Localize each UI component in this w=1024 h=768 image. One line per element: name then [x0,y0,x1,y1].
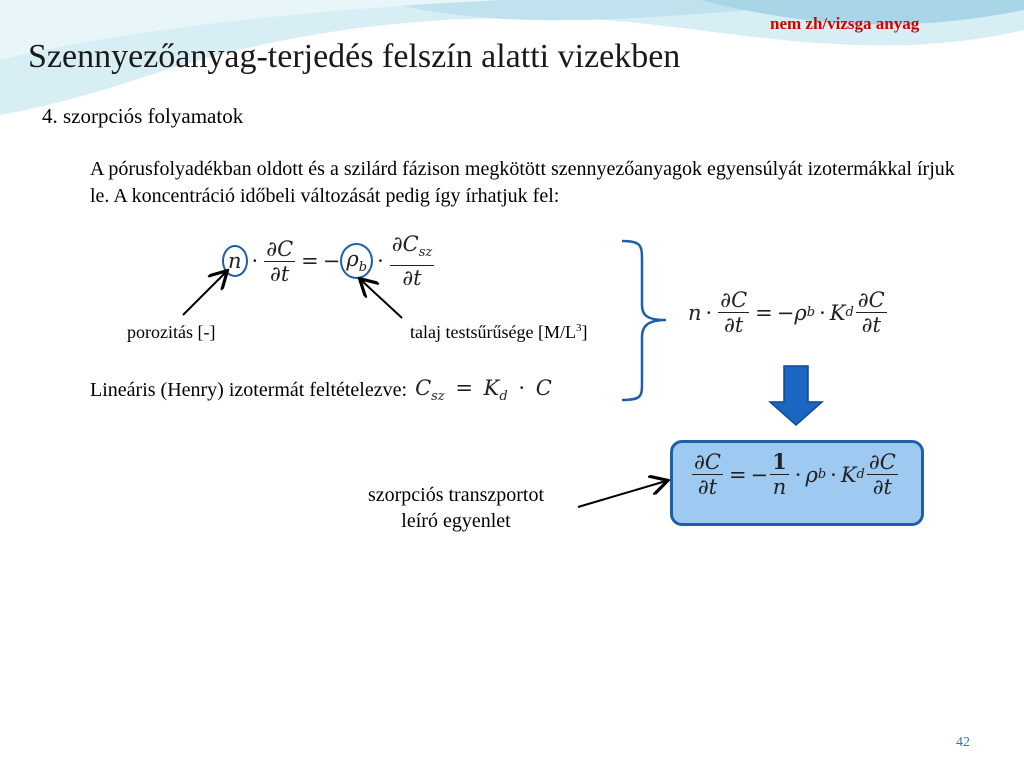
porosity-label: porozitás [-] [127,322,216,342]
linear-isotherm-text: Lineáris (Henry) izotermát feltételezve: [90,378,408,401]
page-number: 42 [956,735,970,750]
density-label: talaj testsűrűsége $[M/L^3]$ [410,322,588,342]
equation-sorption-transport: $\frac{\partial C}{\partial t}$ = − $\frac{1}{n}$ · ρ b · K d $\frac{\partial C}{\partial t}$ [694,449,896,499]
equation-balance: n · $\frac{\partial C}{\partial t}$ = − $\rho_b$ · $\frac{\partial C_{sz}}{\partial t}$ [222,232,436,290]
right-curly-brace [622,241,666,400]
fraction-dC-dt: $\frac{\partial C}{\partial t}$ [266,236,294,286]
porosity-arrow [183,272,226,315]
equation-isotherm: $C_{sz} = K_d \cdot C$ [415,376,552,405]
transport-equation-description: szorpciós transzportot leíró egyenlet [367,484,545,532]
density-arrow [361,280,402,318]
equation-substituted: n · $\frac{\partial C}{\partial t}$ = − ρ b · K d $\frac{\partial C}{\partial t}$ [688,288,885,337]
slide-title: Szennyezőanyag-terjedés felszín alatti vizekben [28,38,681,75]
bulk-density-symbol: $\rho_b$ [340,243,373,279]
fraction-dCsz-dt: $\frac{\partial C_{sz}}{\partial t}$ [391,232,433,291]
exam-note-tag: nem zh/vizsga anyag [770,14,920,33]
description-arrow [578,481,666,507]
porosity-symbol: n [222,245,248,277]
section-subtitle: 4. szorpciós folyamatok [42,104,244,128]
intro-paragraph: A pórusfolyadékban oldott és a szilárd fázison megkötött szennyezőanyagok egyensúlyát izotermákkal írjuk le. A koncentráció időbeli változását pedig így írhatjuk fel: [90,158,955,207]
down-arrow-icon [770,366,822,425]
